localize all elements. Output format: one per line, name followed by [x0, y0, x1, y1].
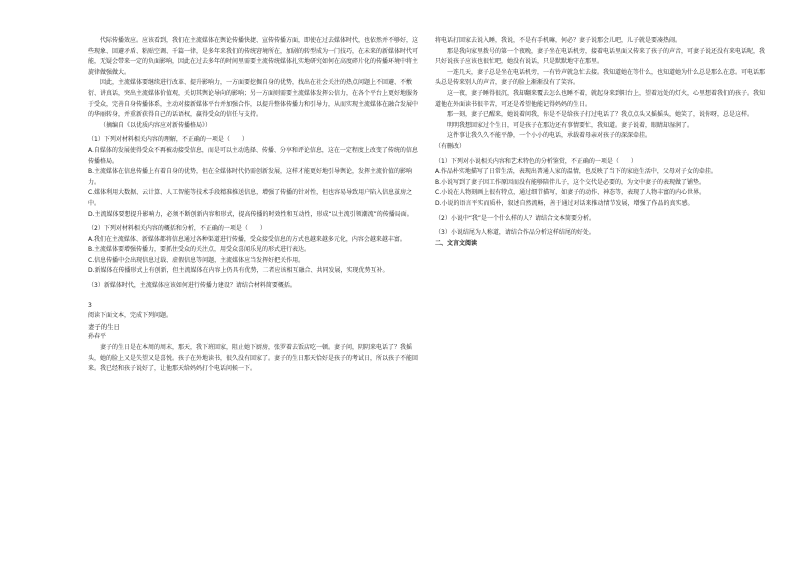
question-2-option-c: C.信息传播中会出现信息过载、虚假信息等问题，主流媒体应当发挥好把关作用。 [88, 256, 305, 264]
story-paragraph-1: 妻子的生日是在本周的周末，那天，我下班回家，阻止她下厨房，张罗着去饭店吃一顿。妻子问，阴阴来电话了？我摇头，她的脸上又是失望又是喜悦。孩子在外地读书，很久没有回家了。妻子的生日那天恰好是孩子的考试日，所以孩子不能回来。我已经和孩子说好了，让他那天给妈妈打个电话问候一下。 [88, 344, 419, 373]
story-question-1-option-d: D.小说的语言平实而质朴，叙述自然流畅，善于通过对话来推动情节发展，增强了作品的真实感。 [435, 199, 694, 207]
left-column [88, 36, 422, 375]
right-column [435, 36, 769, 249]
question-1-option-c: C.媒体利用大数据、云计算、人工智能等技术手段精准推送信息，增强了传播的针对性，但也容易导致用户陷入信息茧房之中。 [88, 189, 413, 207]
story-question-1-stem: （1）下列对小说相关内容和艺术特色的分析鉴赏，不正确的一项是（ ） [435, 157, 637, 165]
story-paragraph-2: 将电话打回家去说入睡，我说，不是有手机嘛，何必？妻子说那会儿吧，儿子就是要凑热闹。 [435, 37, 682, 44]
story-question-3-stem: （3）小说结尾为人称道，请结合作品分析这样结尾的好处。 [435, 229, 595, 237]
story-paragraph-4: 一连几天，妻子总是坐在电话机旁，一有铃声就急忙去接。我知道她在等什么，也知道她为什么总是那么在意。可电话那头总是传来别人的声音，妻子的脸上渐渐没有了笑容。 [435, 68, 766, 87]
question-2-option-b: B.主流媒体要增强传播力，要抓住受众的关注点，用受众喜闻乐见的形式进行表达。 [88, 246, 311, 254]
question-1-option-d: D.主流媒体要想提升影响力，必须不断创新内容和形式，提高传播的时效性和互动性，形成“以主流引领潮流”的传播局面。 [88, 210, 413, 218]
story-question-1-option-c: C.小说在人物刻画上很有特点，通过细节描写，如妻子的动作、神态等，表现了人物丰富的内心世界。 [435, 189, 706, 197]
section-heading: 二、文言文阅读 [435, 239, 478, 247]
question-2-stem: （2）下列对材料相关内容的概括和分析，不正确的一项是（ ） [88, 225, 266, 233]
story-author: 孙春平 [88, 333, 107, 341]
question-1-stem: （1）下列对材料相关内容的理解，不正确的一项是（ ） [88, 136, 248, 144]
reading-instruction: 阅读下面文本，完成下列问题。 [88, 312, 173, 320]
essay-paragraph-2: 因此，主流媒体要继续进行改革、提升影响力，一方面要挖掘自身的优势，找出在社会关注的热点问题上不回避、不敷衍、讲真话，突出主流媒体价值观，关切其舆论导向的影响；另一方面则需要主流媒体发挥公信力，在各个平台上更好地服务于受众，完善自身传播体系，主动对接新媒体平台并加强合作，以提升整体传播力和引导力，从而实现主流媒体在融合发展中的华丽转身，并重新获得自己的话语权，赢得受众的信任与支持。 [88, 79, 419, 119]
essay-paragraph-1: 代际传播效应。应该看到，我们在主流媒体在舆论传播快捷、宣传传播方面，即使在过去媒体时代，也依然并不够好，这些现象、回避矛盾、粘贴空调、千篇一律，是多年来我们的传统窘境所在，加剧的转型成为一门技巧，在未来的新媒体时代可能，无疑会带来一定的负面影响，因此在过去多年的时间里需要主流传统媒体扎实地研究如何在高度碎片化的传播环境中将主旋律做强做大。 [88, 37, 419, 76]
story-paragraph-6: 那一刻，妻子已醒来，她说着问我，你是不是给孩子打过电话了？我点点头又摇摇头，她笑了，说你呀，总是这样。 [447, 111, 754, 119]
story-question-2-stem: （2）小说中“我”是一个什么样的人？请结合文本简要分析。 [435, 214, 596, 222]
essay-source: （摘编自《以优质内容应对新传播格局》） [100, 121, 212, 129]
story-question-1-option-b: B.小说写到了妻子因工作原因而没有能够陪伴儿子，这个交代是必要的，为文中妻子的表现做了铺垫。 [435, 178, 706, 186]
story-question-1-option-a: A.作品朴实地描写了日常生活，表现出普通人家的温情，也反映了当下的家庭生活中，父母对子女的牵挂。 [435, 168, 717, 176]
story-source: （有删改） [435, 142, 466, 150]
question-3-stem: （3）新媒体时代，主流媒体应该如何进行传播力建设？请结合材料简要概括。 [88, 282, 296, 290]
section-number: 3 [88, 301, 92, 309]
story-paragraph-3: 那是我向家里拨号的第一个夜晚，妻子坐在电话机旁，接着电话里面又传来了孩子的声音，可妻子说还没有来电话呢，我只好说孩子应该也很忙吧，她没有说话，只是默默地守在那里。 [435, 47, 766, 66]
question-2-option-a: A.我们在主流媒体、新媒体都将信息通过各种渠道进行传播，受众接受信息的方式也越来越多元化，内容会越来越丰富。 [88, 235, 406, 243]
question-1-option-a: A.自媒体的发展使得受众不再被动接受信息，而是可以主动选择、传播、分享和评论信息，这在一定程度上改变了传统的信息传播格局。 [88, 146, 418, 165]
story-paragraph-8: 这件事让我久久不能平静，一个小小的电话，承载着母亲对孩子的深深牵挂。 [447, 132, 652, 140]
question-2-option-d: D.新媒体在传播形式上有创新，但主流媒体在内容上仍具有优势，二者应该相互融合、共同发展，实现优势互补。 [88, 267, 389, 275]
question-1-option-b: B.主流媒体在信息传播上有着自身的优势，但在全媒体时代仍需创新发展，这样才能更好地引导舆论，发挥主流价值的影响力。 [88, 168, 413, 186]
story-paragraph-7: 明明我想回家过个生日，可是孩子在那边还有事情要忙，我知道。妻子说着，眼睛却湿润了。 [447, 121, 694, 129]
story-paragraph-5: 这一夜，妻子睡得很沉，我却翻来覆去怎么也睡不着，就起身来到阳台上，望着远处的灯火，心里想着我们的孩子。我知道他在外面读书很辛苦，可还是希望他能记得妈妈的生日。 [435, 89, 766, 108]
story-title: 妻子的生日 [88, 322, 120, 331]
